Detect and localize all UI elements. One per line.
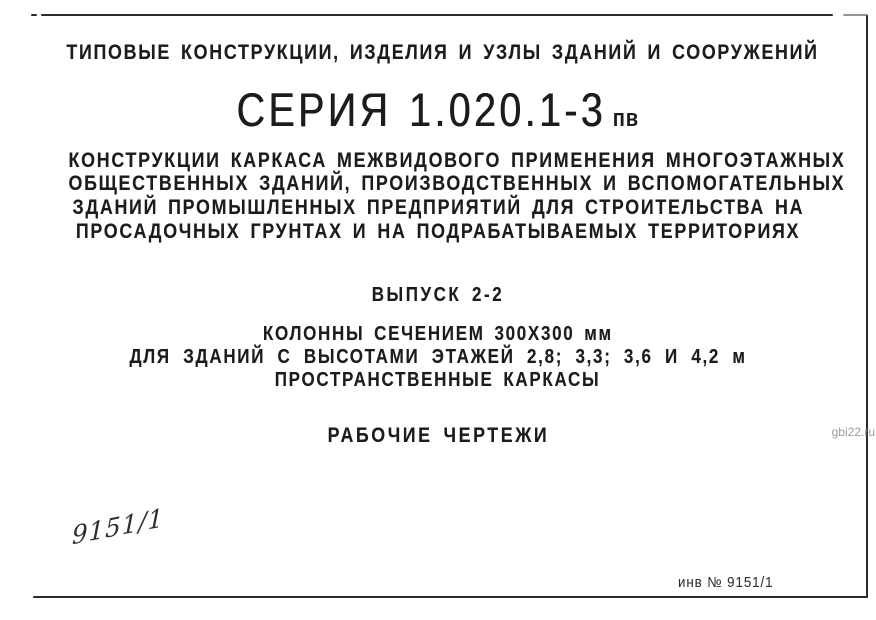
series-title-text: СЕРИЯ 1.020.1-3 (236, 83, 607, 136)
description-line: КОНСТРУКЦИИ КАРКАСА МЕЖВИДОВОГО ПРИМЕНЕНИЯ МНОГОЭТАЖНЫХ (68, 149, 846, 172)
doc-type-text: РАБОЧИЕ ЧЕРТЕЖИ (327, 424, 549, 447)
document-category-text: ТИПОВЫЕ КОНСТРУКЦИИ, ИЗДЕЛИЯ И УЗЛЫ ЗДАНИЙ И СООРУЖЕНИЙ (66, 41, 819, 64)
handwritten-inventory-number: 9151/1 (71, 502, 165, 551)
description-line: ЗДАНИЙ ПРОМЫШЛЕННЫХ ПРЕДПРИЯТИЙ ДЛЯ СТРОИТЕЛЬСТВА НА (72, 196, 804, 219)
frame-top-dash (31, 14, 37, 16)
description-line: ПРОСАДОЧНЫХ ГРУНТАХ И НА ПОДРАБАТЫВАЕМЫХ ТЕРРИТОРИЯХ (75, 220, 801, 243)
series-title (0, 82, 876, 137)
frame-bottom-line (33, 596, 868, 598)
description-line: ОБЩЕСТВЕННЫХ ЗДАНИЙ, ПРОИЗВОДСТВЕННЫХ И ВСПОМОГАТЕЛЬНЫХ (68, 172, 846, 195)
issue-heading (0, 284, 876, 307)
subject-line: ДЛЯ ЗДАНИЙ С ВЫСОТАМИ ЭТАЖЕЙ 2,8; 3,3; 3,6 И 4,2 м (129, 346, 747, 368)
document-category-heading (0, 41, 876, 65)
subject-line: КОЛОННЫ СЕЧЕНИЕМ 300X300 мм (263, 323, 613, 345)
frame-top-line-tail (843, 14, 868, 16)
inventory-number: инв № 9151/1 (678, 575, 774, 591)
frame-top-line (41, 14, 833, 16)
doc-type-heading (0, 424, 876, 448)
series-title-suffix: пв (613, 105, 640, 132)
issue-text: ВЫПУСК 2-2 (371, 284, 505, 306)
watermark-text: gbi22.ru (831, 425, 875, 439)
subject-line: ПРОСТРАНСТВЕННЫЕ КАРКАСЫ (275, 369, 601, 391)
